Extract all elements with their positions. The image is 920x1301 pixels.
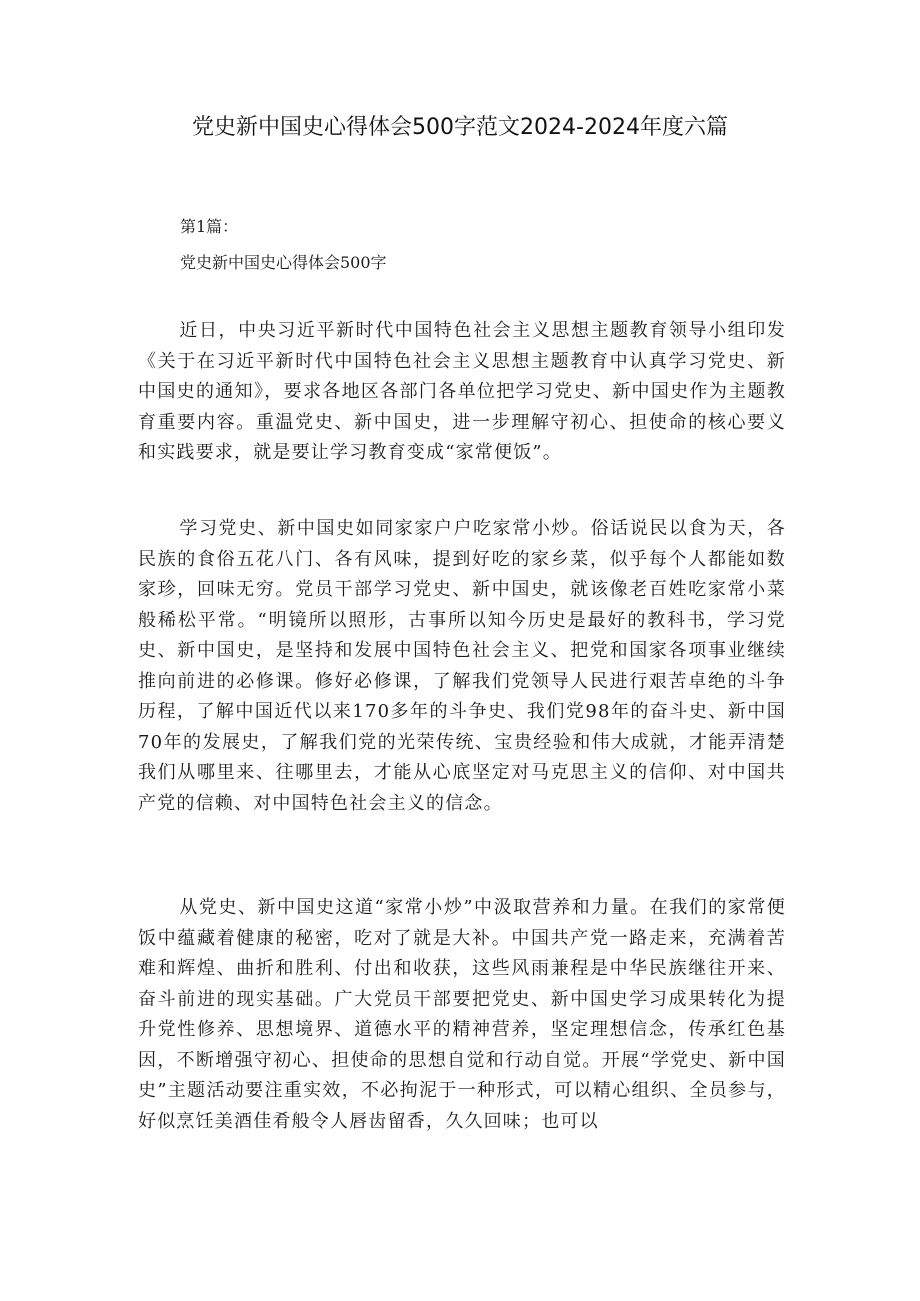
document-title: 党史新中国史心得体会500字范文2024-2024年度六篇 [192,115,728,140]
section-subtitle: 党史新中国史心得体会500字 [180,253,387,272]
paragraph-3: 从党史、新中国史这道“家常小炒”中汲取营养和力量。在我们的家常便饭中蕴藏着健康的秘密，吃对了就是大补。中国共产党一路走来，充满着苦难和辉煌、曲折和胜利、付出和收获，这些风雨兼程是中华民族继往开来、奋斗前进的现实基础。广大党员干部要把党史、新中国史学习成果转化为提升党性修养、思想境界、道德水平的精神营养，坚定理想信念，传承红色基因，不断增强守初心、担使命的思想自觉和行动自觉。开展“学党史、新中国史”主题活动要注重实效，不必拘泥于一种形式，可以精心组织、全员参与，好似烹饪美酒佳肴般令人唇齿留香，久久回味；也可以 [138,897,786,1132]
paragraph-2: 学习党史、新中国史如同家家户户吃家常小炒。俗话说民以食为天，各民族的食俗五花八门、各有风味，提到好吃的家乡菜，似乎每个人都能如数家珍，回味无穷。党员干部学习党史、新中国史，就该像老百姓吃家常小菜般稀松平常。“明镜所以照形，古事所以知今历史是最好的教科书，学习党史、新中国史，是坚持和发展中国特色社会主义、把党和国家各项事业继续推向前进的必修课。修好必修课，了解我们党领导人民进行艰苦卓绝的斗争历程，了解中国近代以来170多年的斗争史、我们党98年的奋斗史、新中国70年的发展史，了解我们党的光荣传统、宝贵经验和伟大成就，才能弄清楚我们从哪里来、往哪里去，才能从心底坚定对马克思主义的信仰、对中国共产党的信赖、对中国特色社会主义的信念。 [138,518,786,814]
section-label: 第1篇： [180,217,239,236]
paragraph-1: 近日，中央习近平新时代中国特色社会主义思想主题教育领导小组印发《关于在习近平新时代中国特色社会主义思想主题教育中认真学习党史、新中国史的通知》，要求各地区各部门各单位把学习党史、新中国史作为主题教育重要内容。重温党史、新中国史，进一步理解守初心、担使命的核心要义和实践要求，就是要让学习教育变成“家常便饭”。 [138,320,786,463]
